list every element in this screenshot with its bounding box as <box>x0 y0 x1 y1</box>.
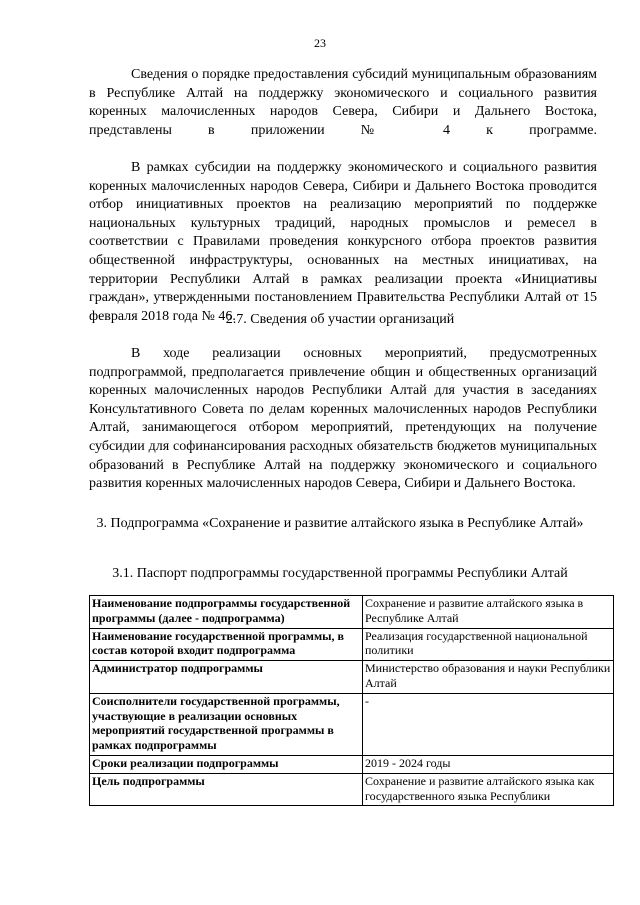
row-label: Соисполнители государственной программы, участвующие в реализации основных мероприятий государственной программы в рамках подпрограммы <box>90 693 363 755</box>
row-label: Цель подпрограммы <box>90 773 363 806</box>
row-label: Наименование подпрограммы государственной программы (далее - подпрограмма) <box>90 596 363 629</box>
row-value: 2019 - 2024 годы <box>363 755 614 773</box>
intro-text <box>89 66 597 326</box>
row-value: Министерство образования и науки Республики Алтай <box>363 661 614 694</box>
table-row <box>90 596 614 629</box>
section-2-7-heading: 2.7. Сведения об участии организаций <box>225 312 455 327</box>
row-value: Сохранение и развитие алтайского языка как государственного языка Республики <box>363 773 614 806</box>
table-row <box>90 628 614 661</box>
row-label: Администратор подпрограммы <box>90 661 363 694</box>
page-number: 23 <box>314 36 326 50</box>
section-3-heading: 3. Подпрограмма «Сохранение и развитие алтайского языка в Республике Алтай» <box>96 516 584 531</box>
row-label: Наименование государственной программы, в состав которой входит подпрограмма <box>90 628 363 661</box>
row-label: Сроки реализации подпрограммы <box>90 755 363 773</box>
subprogram-passport-table <box>89 595 614 806</box>
row-value: Реализация государственной национальной политики <box>363 628 614 661</box>
table-row <box>90 661 614 694</box>
paragraph-subsidies-info: Сведения о порядке предоставления субсидий муниципальным образованиям в Республике Алтай на поддержку экономического и социального развития коренных малочисленных народов Севера, Сибири и Дальнего Востока, представлены в приложении № 4 к программе. <box>89 67 597 138</box>
table-row <box>90 693 614 755</box>
row-value: - <box>363 693 614 755</box>
section-3-1-heading: 3.1. Паспорт подпрограммы государственной программы Республики Алтай <box>112 566 568 581</box>
table-row <box>90 755 614 773</box>
paragraph-initiative-projects: В рамках субсидии на поддержку экономического и социального развития коренных малочисленных народов Севера, Сибири и Дальнего Востока проводится отбор инициативных проектов на реализацию мероприятий по поддержке национальных культурных традиций, народных промыслов и ремесел в соответствии с Правилами проведения конкурсного отбора проектов развития общественной инфраструктуры, основанных на местных инициативах, на территории Республики Алтай в рамках реализации проекта «Инициативы граждан», утвержденными постановлением Правительства Республики Алтай от 15 февраля 2018 года № 46. <box>89 159 597 324</box>
row-value: Сохранение и развитие алтайского языка в Республике Алтай <box>363 596 614 629</box>
section-2-7-text <box>89 345 597 494</box>
table-row <box>90 773 614 806</box>
paragraph-organizations: В ходе реализации основных мероприятий, предусмотренных подпрограммой, предполагается привлечение общин и общественных организаций коренных малочисленных народов Республики Алтай для участия в заседаниях Консультативного Совета по делам коренных малочисленных народов Республики Алтай, занимающегося отбором мероприятий, претендующих на получение субсидии для софинансирования расходных обязательств бюджетов муниципальных образований в Республике Алтай на поддержку экономического и социального развития коренных малочисленных народов Севера, Сибири и Дальнего Востока. <box>89 346 597 492</box>
